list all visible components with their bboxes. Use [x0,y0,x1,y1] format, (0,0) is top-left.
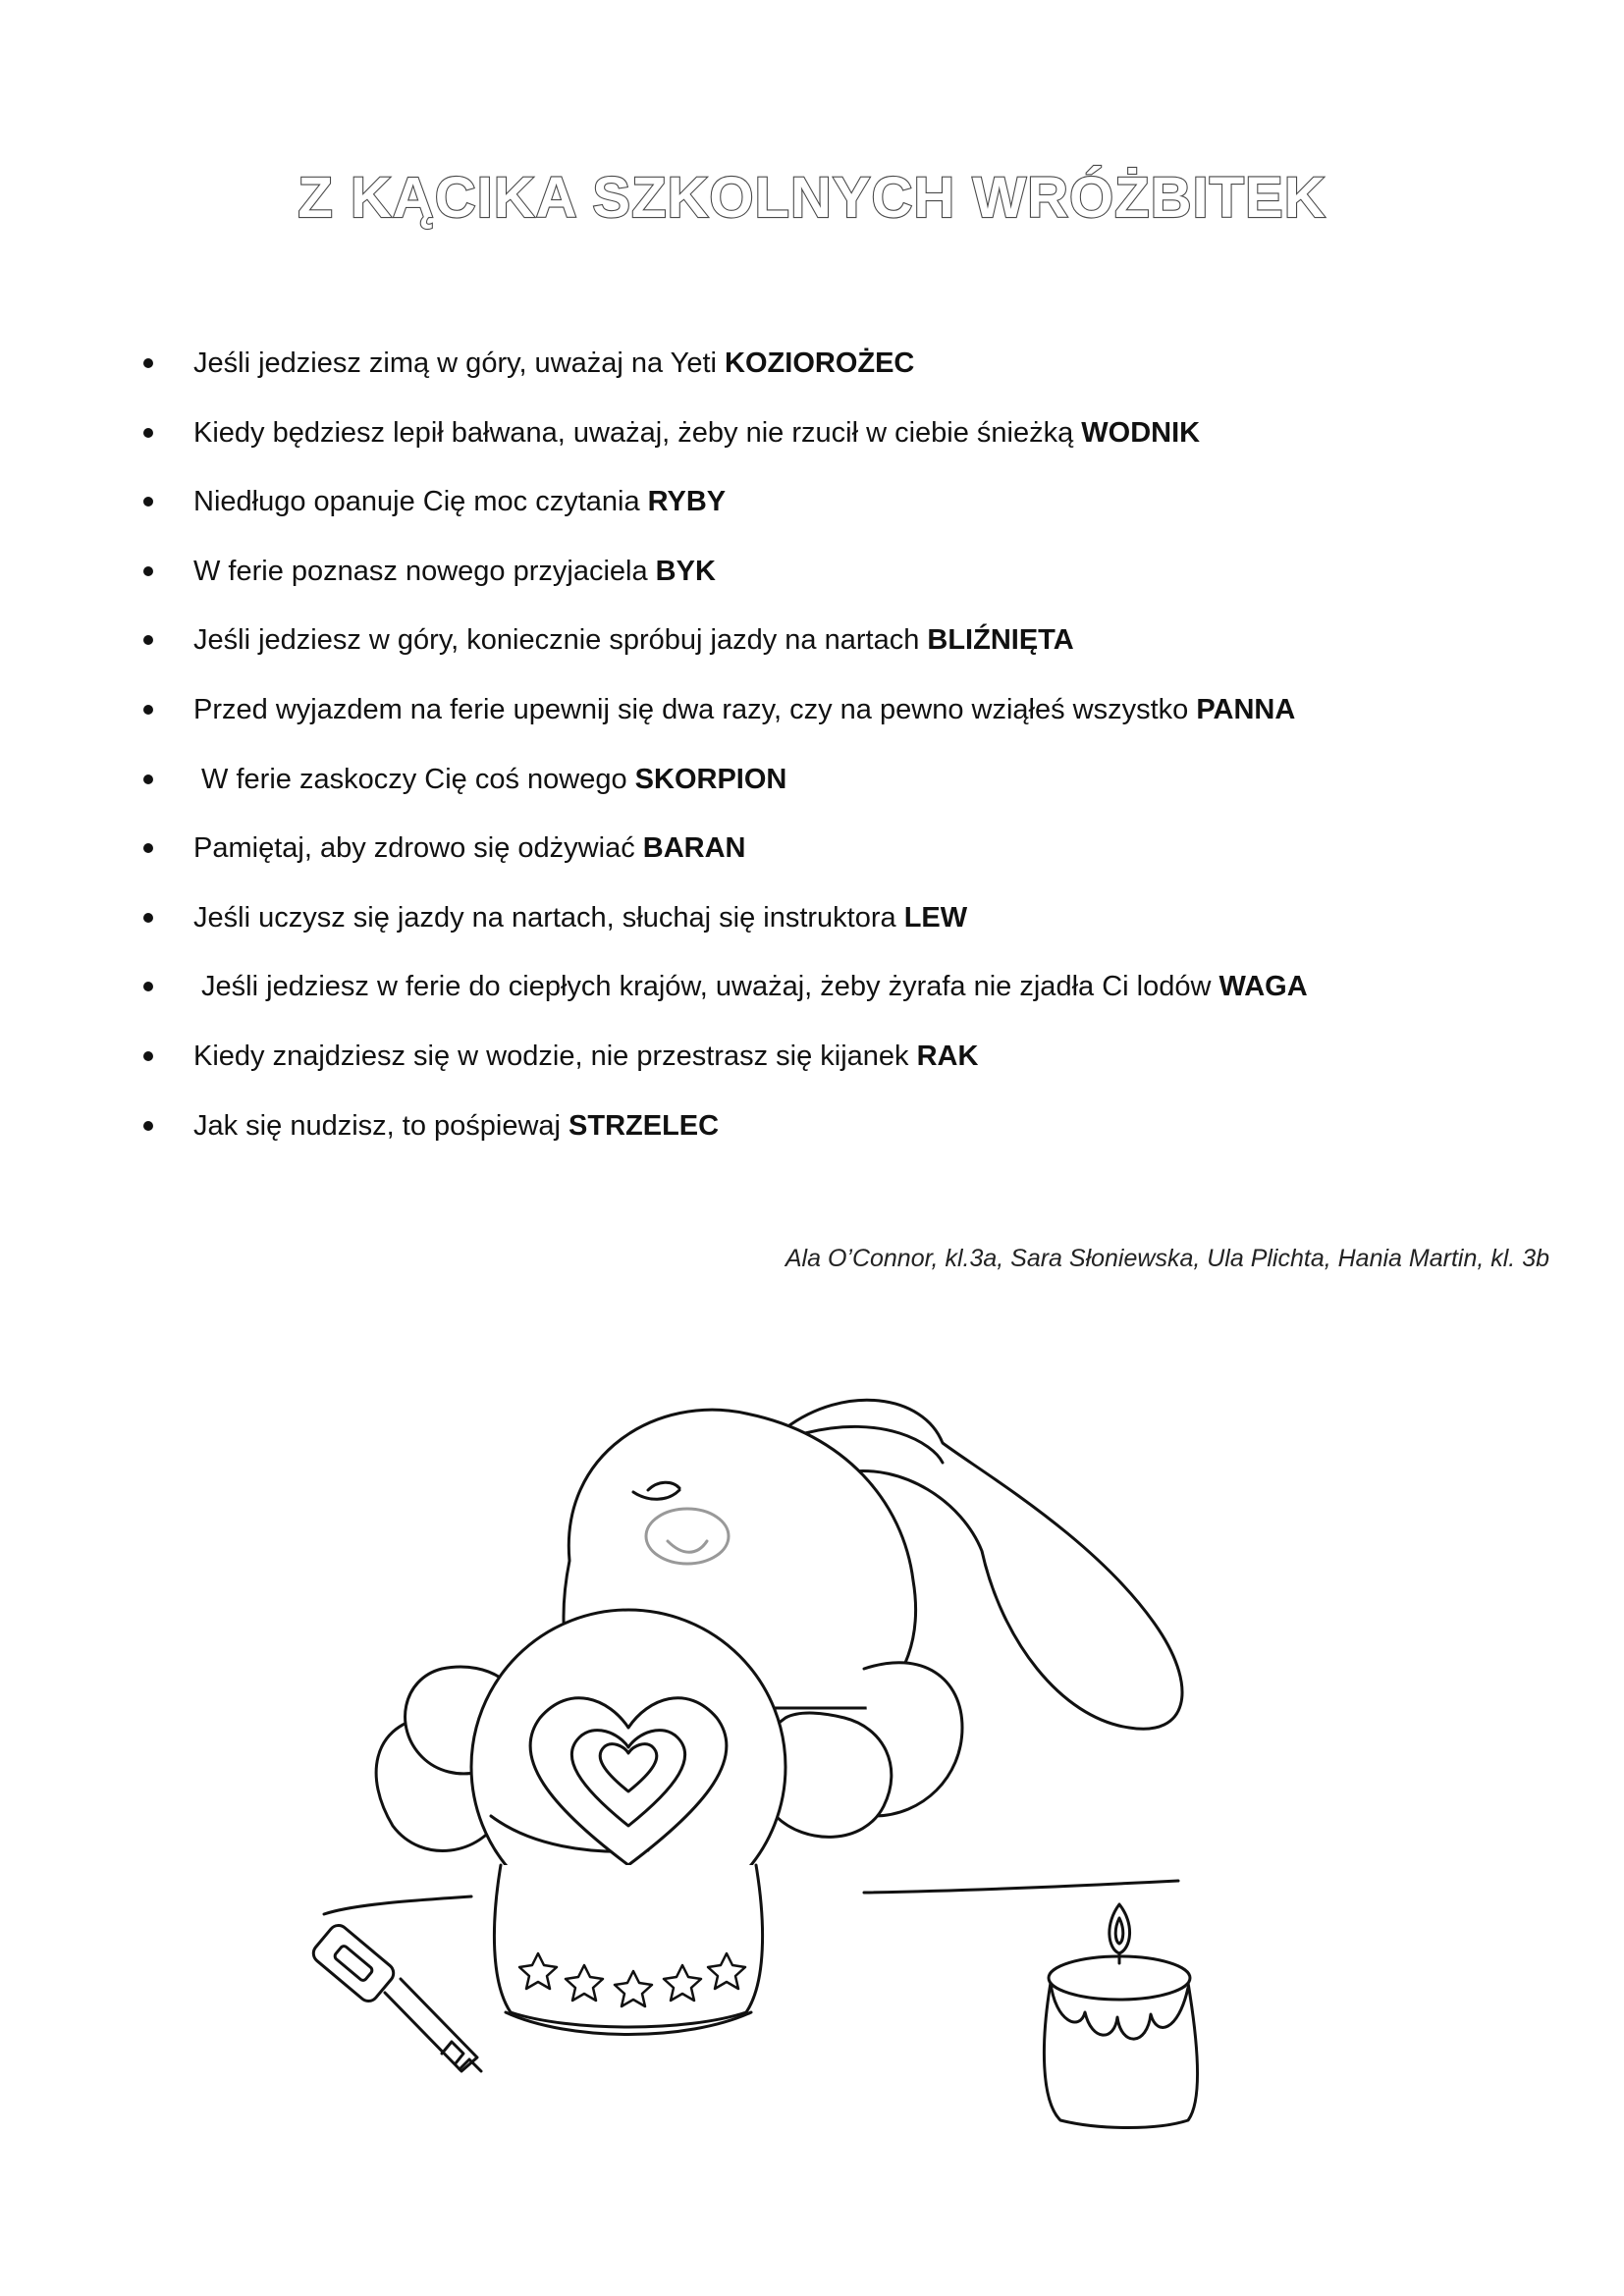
predictions-list [137,344,1551,1175]
prediction-text: Jeśli uczysz się jazdy na nartach, słuchaj się instruktora [193,901,904,934]
zodiac-sign: WODNIK [1081,416,1201,449]
zodiac-sign: BLIŹNIĘTA [927,624,1074,657]
bullet-icon [143,358,153,368]
zodiac-sign: STRZELEC [568,1109,720,1142]
zodiac-sign: WAGA [1218,971,1308,1003]
list-item [137,1106,1551,1176]
prediction-text: Jeśli jedziesz w góry, koniecznie spróbuj jazdy na nartach [193,624,928,657]
prediction-text: Kiedy będziesz lepił bałwana, uważaj, żeby nie rzucił w ciebie śnieżką [193,416,1082,449]
bullet-icon [143,1051,153,1061]
zodiac-sign: KOZIOROŻEC [725,347,915,379]
prediction-text: Jeśli jedziesz zimą w góry, uważaj na Yeti [193,347,726,379]
list-item [137,898,1551,968]
zodiac-sign: BARAN [642,832,746,865]
list-item [137,690,1551,760]
prediction-text: W ferie poznasz nowego przyjaciela [193,555,656,587]
list-item [137,760,1551,829]
zodiac-sign: RAK [916,1040,979,1072]
bullet-icon [143,774,153,784]
list-item [137,967,1551,1037]
bullet-icon [143,843,153,853]
prediction-text: Jak się nudzisz, to pośpiewaj [193,1109,569,1142]
bunny-illustration [295,1355,1335,2140]
candle-icon [1044,1904,1197,2128]
prediction-text: Przed wyjazdem na ferie upewnij się dwa razy, czy na pewno wziąłeś wszystko [193,693,1197,725]
bullet-icon [143,982,153,991]
list-item [137,552,1551,621]
bullet-icon [143,705,153,715]
page-title: Z KĄCIKA SZKOLNYCH WRÓŻBITEK [298,166,1326,230]
bullet-icon [143,1121,153,1131]
authors-credit: Ala O’Connor, kl.3a, Sara Słoniewska, Ula Plichta, Hania Martin, kl. 3b [785,1245,1549,1272]
bullet-icon [143,428,153,438]
prediction-text: Niedługo opanuje Cię moc czytania [193,486,648,518]
zodiac-sign: SKORPION [634,763,787,795]
list-item [137,413,1551,483]
prediction-text: W ferie zaskoczy Cię coś nowego [193,763,635,795]
ball-stand-icon [494,1865,762,2035]
zodiac-sign: LEW [903,901,968,934]
zodiac-sign: BYK [655,555,716,587]
prediction-text: Jeśli jedziesz w ferie do ciepłych krajów, uważaj, żeby żyrafa nie zjadła Ci lodów [193,971,1219,1003]
zodiac-sign: RYBY [647,486,727,518]
prediction-text: Pamiętaj, aby zdrowo się odżywiać [193,832,643,865]
bullet-icon [143,497,153,507]
list-item [137,344,1551,413]
list-item [137,620,1551,690]
bullet-icon [143,635,153,645]
prediction-text: Kiedy znajdziesz się w wodzie, nie przestrasz się kijanek [193,1040,917,1072]
zodiac-sign: PANNA [1196,693,1296,725]
bullet-icon [143,913,153,923]
key-icon [309,1921,481,2071]
list-item [137,828,1551,898]
list-item [137,482,1551,552]
bullet-icon [143,566,153,576]
list-item [137,1037,1551,1106]
